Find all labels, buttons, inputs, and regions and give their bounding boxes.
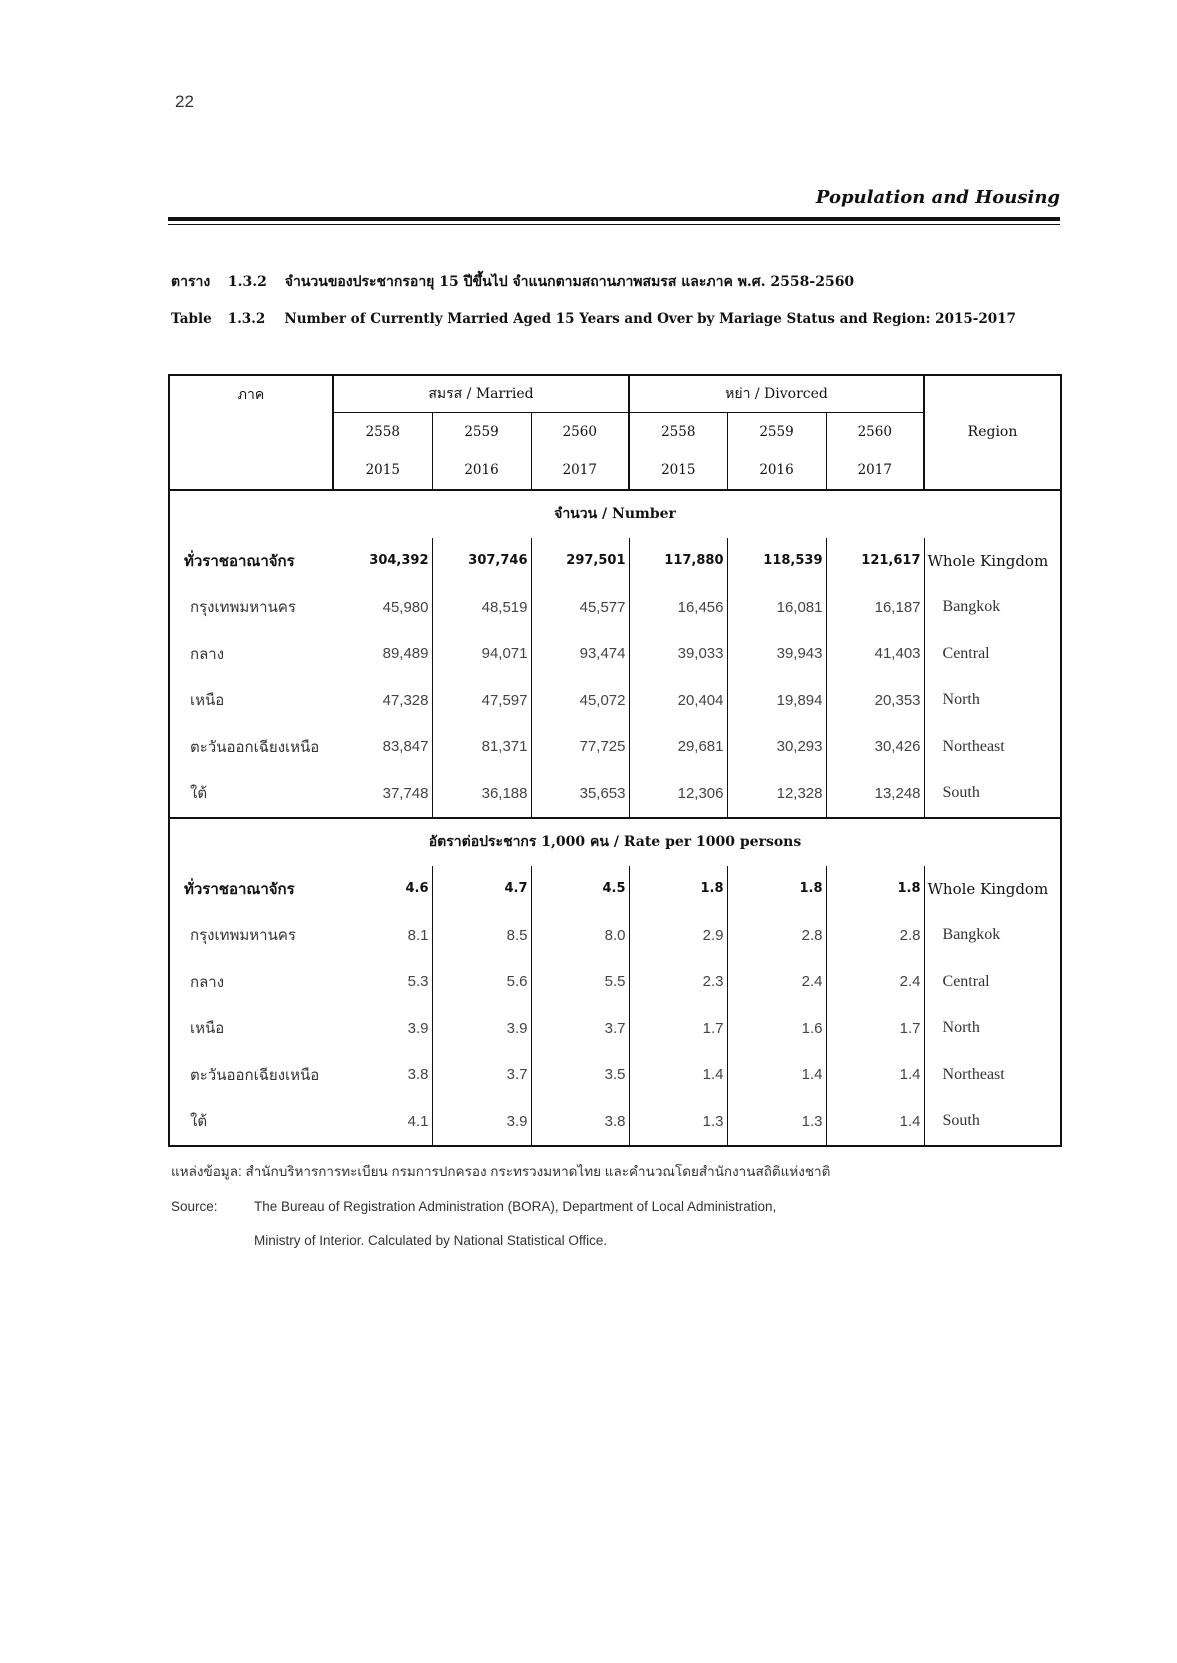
value-cell: 45,980: [333, 584, 432, 631]
table-row: [169, 866, 1061, 913]
region-name-english: South: [942, 1112, 980, 1130]
region-name-thai: กลาง: [190, 972, 225, 991]
value-cell: 35,653: [531, 770, 629, 817]
table-row: [169, 1005, 1061, 1052]
caption-label: ตาราง: [171, 274, 211, 290]
region-name-english: Central: [942, 644, 990, 662]
table-row: [169, 584, 1061, 631]
caption-text: จำนวนของประชากรอายุ 15 ปีขึ้นไป จำแนกตามสถานภาพสมรส และภาค พ.ศ. 2558-2560: [284, 274, 855, 290]
region-name-english: Whole Kingdom: [927, 551, 1049, 570]
value-cell: 118,539: [727, 538, 826, 585]
value-cell: 30,426: [826, 724, 924, 771]
value-cell: 20,404: [629, 677, 727, 724]
value-cell: 48,519: [432, 584, 531, 631]
value-cell: 45,577: [531, 584, 629, 631]
region-name-thai: ใต้: [190, 1112, 208, 1131]
value-cell: 297,501: [531, 538, 629, 585]
value-cell: 1.4: [826, 1052, 924, 1099]
value-cell: 3.7: [432, 1052, 531, 1099]
value-cell: 94,071: [432, 631, 531, 678]
table-row: [169, 959, 1061, 1006]
value-cell: 2.4: [826, 959, 924, 1006]
region-name-thai: ตะวันออกเฉียงเหนือ: [190, 737, 320, 756]
source-english: [171, 1199, 776, 1214]
value-cell: 1.6: [727, 1005, 826, 1052]
table-row: [169, 770, 1061, 817]
value-cell: 8.0: [531, 912, 629, 959]
caption-number: 1.3.2: [227, 274, 267, 290]
value-cell: 1.4: [629, 1052, 727, 1099]
region-name-english: South: [942, 784, 980, 802]
region-name-english: Bangkok: [942, 926, 1001, 944]
value-cell: 20,353: [826, 677, 924, 724]
value-cell: 1.4: [826, 1098, 924, 1146]
region-name-english: North: [942, 1019, 980, 1037]
value-cell: 4.6: [333, 866, 432, 913]
value-cell: 1.8: [826, 866, 924, 913]
value-cell: 3.9: [333, 1005, 432, 1052]
caption-text: Number of Currently Married Aged 15 Years and Over by Mariage Status and Region: 2015-2017: [284, 311, 1016, 327]
value-cell: 121,617: [826, 538, 924, 585]
value-cell: 1.8: [727, 866, 826, 913]
value-cell: 16,187: [826, 584, 924, 631]
value-cell: 19,894: [727, 677, 826, 724]
value-cell: 39,033: [629, 631, 727, 678]
value-cell: 3.5: [531, 1052, 629, 1099]
section-number-heading: จำนวน / Number: [554, 506, 676, 522]
value-cell: 1.7: [629, 1005, 727, 1052]
value-cell: 77,725: [531, 724, 629, 771]
value-cell: 1.3: [727, 1098, 826, 1146]
value-cell: 8.1: [333, 912, 432, 959]
year-be: 2558: [333, 412, 432, 451]
region-name-english: Whole Kingdom: [927, 879, 1049, 898]
value-cell: 2.4: [727, 959, 826, 1006]
value-cell: 47,328: [333, 677, 432, 724]
caption-label: Table: [171, 311, 212, 327]
page-number: 22: [175, 92, 194, 111]
data-table: [168, 374, 1062, 1147]
value-cell: 2.8: [727, 912, 826, 959]
value-cell: 36,188: [432, 770, 531, 817]
source-line-1: The Bureau of Registration Administration (BORA), Department of Local Administration,: [254, 1199, 777, 1214]
value-cell: 4.5: [531, 866, 629, 913]
region-name-thai: เหนือ: [190, 1019, 225, 1038]
value-cell: 307,746: [432, 538, 531, 585]
header-rule-thin: [168, 224, 1060, 225]
region-name-thai: กรุงเทพมหานคร: [190, 926, 296, 945]
value-cell: 13,248: [826, 770, 924, 817]
value-cell: 12,306: [629, 770, 727, 817]
region-name-thai: เหนือ: [190, 691, 225, 710]
region-name-thai: ทั่วราชอาณาจักร: [184, 551, 295, 570]
region-name-thai: กรุงเทพมหานคร: [190, 598, 296, 617]
year-ce: 2017: [826, 451, 924, 489]
value-cell: 2.3: [629, 959, 727, 1006]
value-cell: 39,943: [727, 631, 826, 678]
year-ce: 2016: [432, 451, 531, 489]
region-header-thai-text: ภาค: [237, 387, 265, 403]
value-cell: 4.1: [333, 1098, 432, 1146]
table-row: [169, 724, 1061, 771]
value-cell: 30,293: [727, 724, 826, 771]
value-cell: 2.8: [826, 912, 924, 959]
value-cell: 16,456: [629, 584, 727, 631]
divorced-group-header: หย่า / Divorced: [629, 375, 924, 412]
value-cell: 3.9: [432, 1005, 531, 1052]
table-caption-english: [171, 311, 1016, 327]
region-name-english: North: [942, 691, 980, 709]
value-cell: 45,072: [531, 677, 629, 724]
region-name-english: Bangkok: [942, 598, 1001, 616]
table-row: [169, 1052, 1061, 1099]
region-name-thai: ทั่วราชอาณาจักร: [184, 879, 295, 898]
caption-number: 1.3.2: [227, 311, 266, 327]
year-be: 2559: [727, 412, 826, 451]
year-be: 2559: [432, 412, 531, 451]
value-cell: 3.8: [531, 1098, 629, 1146]
region-name-thai: กลาง: [190, 644, 225, 663]
region-name-english: Northeast: [942, 737, 1005, 755]
value-cell: 1.7: [826, 1005, 924, 1052]
value-cell: 2.9: [629, 912, 727, 959]
region-name-english: Central: [942, 972, 990, 990]
year-be: 2560: [531, 412, 629, 451]
value-cell: 12,328: [727, 770, 826, 817]
value-cell: 29,681: [629, 724, 727, 771]
value-cell: 81,371: [432, 724, 531, 771]
value-cell: 3.9: [432, 1098, 531, 1146]
value-cell: 1.3: [629, 1098, 727, 1146]
region-header-thai: [169, 375, 333, 489]
region-name-english: Northeast: [942, 1065, 1005, 1083]
value-cell: 89,489: [333, 631, 432, 678]
value-cell: 93,474: [531, 631, 629, 678]
table-row: [169, 1098, 1061, 1146]
value-cell: 5.5: [531, 959, 629, 1006]
value-cell: 117,880: [629, 538, 727, 585]
value-cell: 1.8: [629, 866, 727, 913]
running-head: Population and Housing: [815, 187, 1060, 208]
year-ce: 2015: [333, 451, 432, 489]
year-ce: 2015: [629, 451, 727, 489]
year-be: 2560: [826, 412, 924, 451]
year-ce: 2017: [531, 451, 629, 489]
table-row: [169, 912, 1061, 959]
table-row: [169, 677, 1061, 724]
value-cell: 4.7: [432, 866, 531, 913]
table-caption-thai: [171, 271, 854, 293]
table-row: [169, 631, 1061, 678]
value-cell: 41,403: [826, 631, 924, 678]
year-ce: 2016: [727, 451, 826, 489]
value-cell: 8.5: [432, 912, 531, 959]
value-cell: 3.8: [333, 1052, 432, 1099]
value-cell: 5.6: [432, 959, 531, 1006]
region-name-thai: ใต้: [190, 784, 208, 803]
header-rule: [168, 217, 1060, 221]
value-cell: 16,081: [727, 584, 826, 631]
table-row: [169, 538, 1061, 585]
value-cell: 47,597: [432, 677, 531, 724]
value-cell: 304,392: [333, 538, 432, 585]
source-label: Source:: [171, 1199, 218, 1214]
value-cell: 37,748: [333, 770, 432, 817]
year-be: 2558: [629, 412, 727, 451]
region-header-english: Region: [924, 375, 1061, 489]
married-group-header: สมรส / Married: [333, 375, 629, 412]
region-name-thai: ตะวันออกเฉียงเหนือ: [190, 1065, 320, 1084]
value-cell: 3.7: [531, 1005, 629, 1052]
source-line-2: Ministry of Interior. Calculated by National Statistical Office.: [254, 1233, 608, 1248]
section-rate-heading: อัตราต่อประชากร 1,000 คน / Rate per 1000 persons: [428, 834, 802, 850]
value-cell: 83,847: [333, 724, 432, 771]
value-cell: 5.3: [333, 959, 432, 1006]
source-thai: แหล่งข้อมูล: สำนักบริหารการทะเบียน กรมการปกครอง กระทรวงมหาดไทย และคำนวณโดยสำนักงานสถิติแห่งชาติ: [171, 1164, 831, 1179]
value-cell: 1.4: [727, 1052, 826, 1099]
